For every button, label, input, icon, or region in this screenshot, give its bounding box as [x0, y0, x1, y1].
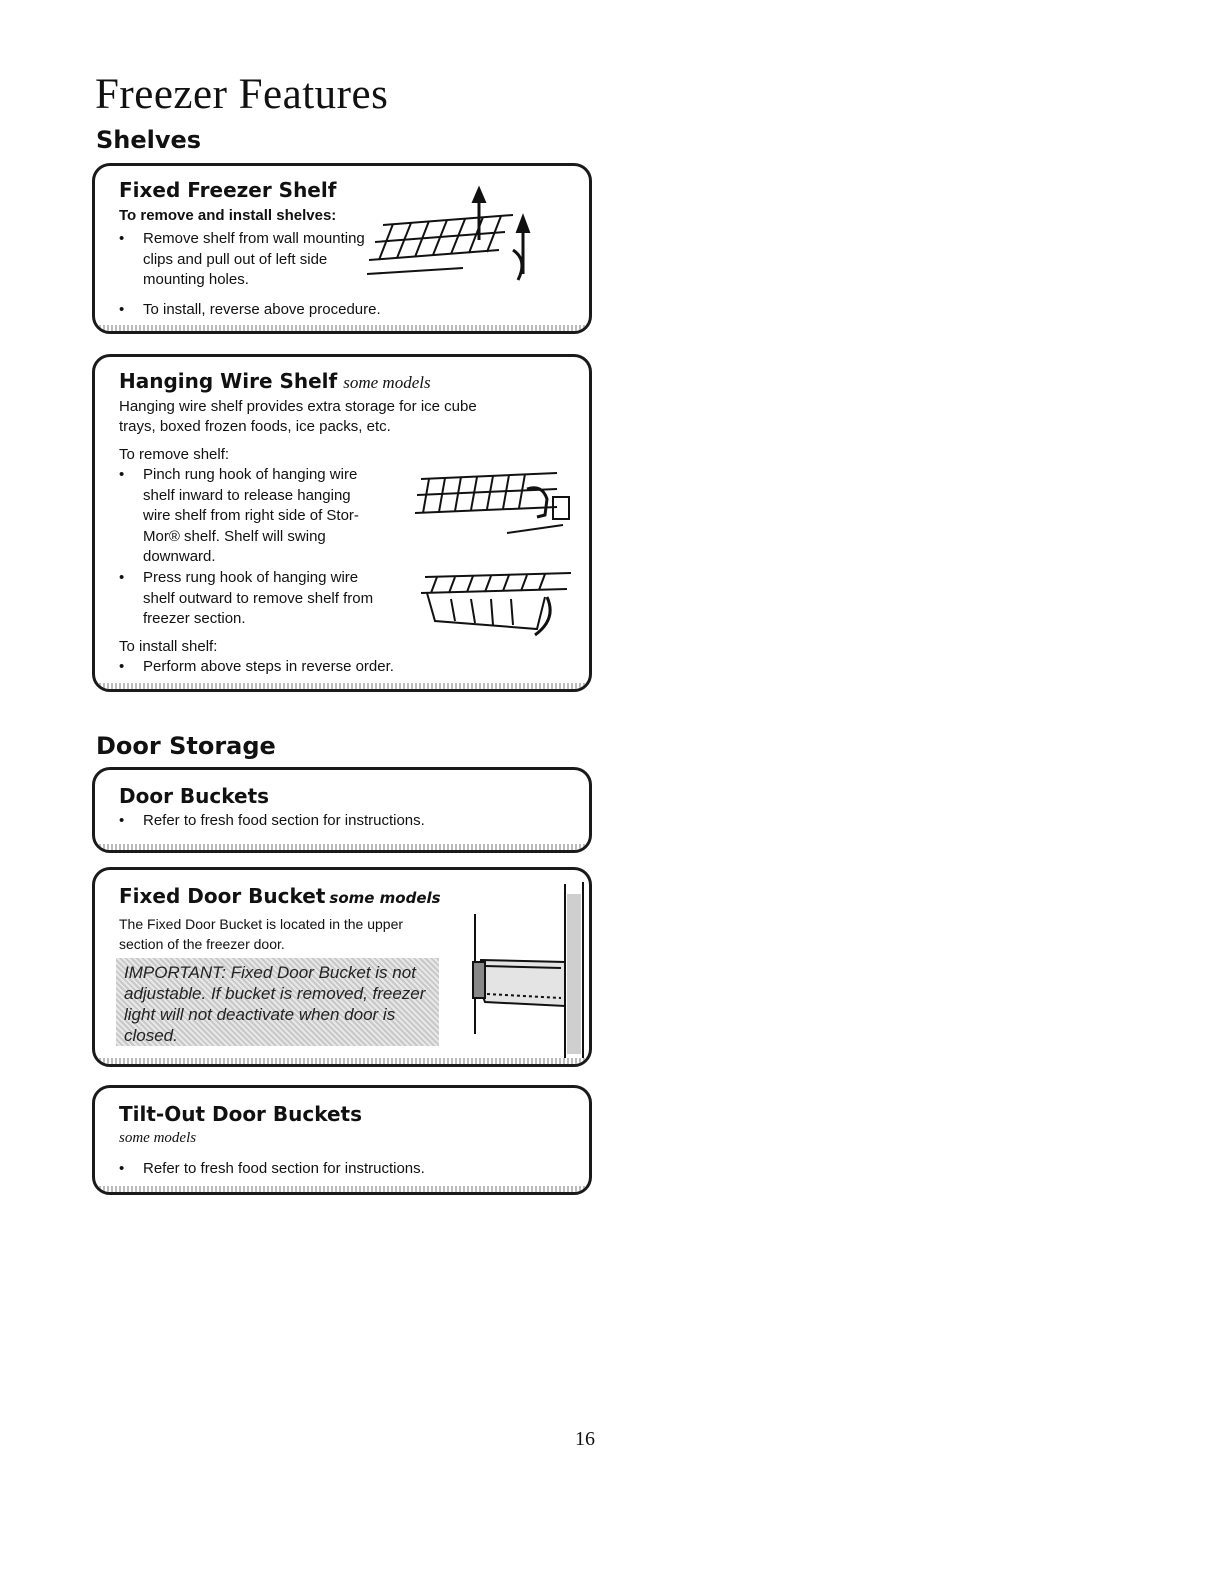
bullet-icon: • — [119, 658, 125, 675]
tilt-buckets-title: Tilt-Out Door Buckets — [119, 1102, 363, 1126]
hanging-shelf-bullet-3: Perform above steps in reverse order. — [143, 658, 394, 675]
tilt-out-buckets-box — [92, 1085, 592, 1195]
fixed-shelf-bullet-2: To install, reverse above procedure. — [143, 301, 381, 318]
fixed-bucket-title — [119, 884, 441, 908]
hanging-shelf-illustration — [407, 459, 587, 645]
hanging-shelf-title-text: Hanging Wire Shelf — [119, 369, 338, 393]
door-storage-heading: Door Storage — [96, 732, 276, 760]
fixed-shelf-bullet-1: Remove shelf from wall mounting clips and pull out of left side mounting holes. — [143, 230, 365, 288]
fixed-freezer-shelf-box — [92, 163, 592, 334]
hanging-shelf-remove-label: To remove shelf: — [119, 446, 230, 463]
door-buckets-bullet-1: Refer to fresh food section for instructions. — [143, 812, 425, 829]
hanging-shelf-badge: some models — [343, 373, 431, 392]
fixed-door-bucket-box — [92, 867, 592, 1067]
hanging-shelf-bullet-1: Pinch rung hook of hanging wire shelf inward to release hanging wire shelf from right side of Stor-Mor® shelf. Shelf will swing downward. — [143, 466, 359, 565]
hanging-shelf-title — [119, 369, 431, 393]
fixed-bucket-badge: some models — [329, 889, 441, 907]
door-buckets-box — [92, 767, 592, 853]
hanging-wire-shelf-box — [92, 354, 592, 692]
bullet-icon: • — [119, 812, 125, 829]
fixed-shelf-title: Fixed Freezer Shelf — [119, 178, 337, 202]
fixed-bucket-title-text: Fixed Door Bucket — [119, 884, 326, 908]
fixed-bucket-text-1: The Fixed Door Bucket is located in the upper — [119, 916, 404, 932]
tilt-buckets-bullet-1: Refer to fresh food section for instructions. — [143, 1160, 425, 1177]
hanging-shelf-install-label: To install shelf: — [119, 638, 218, 655]
important-note: IMPORTANT: Fixed Door Bucket is not adjustable. If bucket is removed, freezer light will not deactivate when door is closed. — [116, 958, 439, 1046]
tilt-buckets-badge: some models — [119, 1130, 197, 1146]
fixed-shelf-illustration — [363, 180, 543, 290]
door-bucket-illustration — [465, 874, 592, 1064]
fixed-bucket-text-2: section of the freezer door. — [119, 936, 285, 952]
bullet-icon: • — [119, 569, 125, 586]
hanging-shelf-intro-1: Hanging wire shelf provides extra storage for ice cube — [119, 398, 477, 415]
shelves-heading: Shelves — [96, 126, 202, 154]
bullet-icon: • — [119, 301, 125, 318]
page-title: Freezer Features — [95, 71, 389, 118]
bullet-icon: • — [119, 466, 125, 483]
hanging-shelf-intro-2: trays, boxed frozen foods, ice packs, etc. — [119, 418, 391, 435]
bullet-icon: • — [119, 230, 125, 247]
page-number: 16 — [575, 1428, 595, 1450]
fixed-shelf-intro: To remove and install shelves: — [119, 207, 337, 224]
door-buckets-title: Door Buckets — [119, 784, 270, 808]
hanging-shelf-bullet-2: Press rung hook of hanging wire shelf outward to remove shelf from freezer section. — [143, 569, 374, 627]
bullet-icon: • — [119, 1160, 125, 1177]
